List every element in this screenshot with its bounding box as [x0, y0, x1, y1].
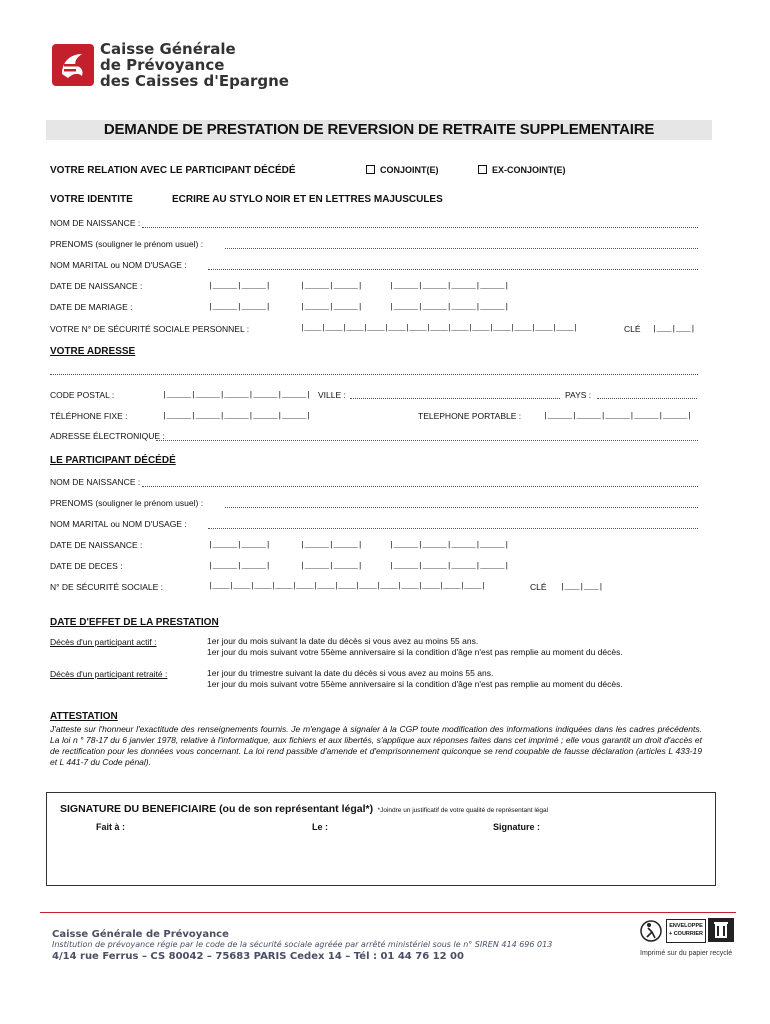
identite-instruction: ECRIRE AU STYLO NOIR ET EN LETTRES MAJUSCULES — [172, 194, 443, 205]
ville-field[interactable] — [350, 398, 560, 399]
footer-divider — [40, 912, 736, 913]
retraite-label: Décès d'un participant retraité : — [50, 669, 168, 679]
p-date-deces-month[interactable]: |_____|_____| — [300, 561, 363, 571]
prenoms-field[interactable] — [225, 248, 698, 249]
p-secu-field[interactable]: |____|____|____|____|____|____|____|____|____|____|____|____|____| — [208, 582, 486, 591]
organization-name: Caisse Générale de Prévoyance des Caisses d'Epargne — [100, 40, 289, 90]
enveloppe-courrier-badge: ENVELOPPE + COURRIER — [666, 919, 706, 943]
p-cle-field[interactable]: |___|___| — [560, 582, 604, 592]
identite-label: VOTRE IDENTITE — [50, 194, 133, 205]
date-naissance-month[interactable]: |_____|_____| — [300, 281, 363, 291]
tel-fixe-label: TÉLÉPHONE FIXE : — [50, 411, 128, 421]
tidyman-icon — [640, 918, 662, 944]
secu-label: VOTRE N° DE SÉCURITÉ SOCIALE PERSONNEL : — [50, 324, 250, 334]
code-postal-label: CODE POSTAL : — [50, 390, 115, 400]
footer-name: Caisse Générale de Prévoyance — [52, 929, 229, 940]
attestation-label: ATTESTATION — [50, 711, 118, 722]
participant-label: LE PARTICIPANT DÉCÉDÉ — [50, 455, 176, 466]
p-date-naissance-month[interactable]: |_____|_____| — [300, 540, 363, 550]
actif-label: Décès d'un participant actif : — [50, 637, 157, 647]
p-date-naissance-year[interactable]: |_____|_____|_____|_____| — [389, 540, 510, 550]
date-mariage-day[interactable]: |_____|_____| — [208, 302, 271, 312]
p-date-deces-year[interactable]: |_____|_____|_____|_____| — [389, 561, 510, 571]
ville-label: VILLE : — [318, 390, 346, 400]
date-naissance-day[interactable]: |_____|_____| — [208, 281, 271, 291]
date-naissance-year[interactable]: |_____|_____|_____|_____| — [389, 281, 510, 291]
tel-portable-field[interactable]: |_____|_____|_____|_____|_____| — [543, 411, 692, 421]
nom-marital-field[interactable] — [208, 269, 698, 270]
pays-field[interactable] — [597, 398, 697, 399]
recycled-paper-note: Imprimé sur du papier recyclé — [640, 950, 733, 957]
nom-naissance-field[interactable] — [142, 227, 698, 228]
retraite-text: 1er jour du trimestre suivant la date du décès si vous avez au moins 55 ans. 1er jour du mois suivant votre 55ème anniversaire si la condition d'âge n'est pas remplie au moment du décès. — [207, 668, 623, 689]
p-date-naissance-label: DATE DE NAISSANCE : — [50, 540, 143, 550]
cle-field[interactable]: |___|___| — [652, 324, 696, 334]
adresse-label: VOTRE ADRESSE — [50, 346, 136, 357]
le-label: Le : — [312, 822, 329, 832]
p-secu-label: N° DE SÉCURITÉ SOCIALE : — [50, 582, 163, 592]
p-nom-marital-label: NOM MARITAL ou NOM D'USAGE : — [50, 519, 187, 529]
adresse-field[interactable] — [50, 374, 698, 375]
p-prenoms-label: PRENOMS (souligner le prénom usuel) : — [50, 498, 204, 508]
date-naissance-label: DATE DE NAISSANCE : — [50, 281, 143, 291]
footer-legal: Institution de prévoyance régie par le code de la sécurité sociale agréée par arrêté ministériel sous le n° SIREN 414 696 013 — [52, 940, 553, 949]
signature-label: Signature : — [493, 822, 541, 832]
p-date-deces-day[interactable]: |_____|_____| — [208, 561, 271, 571]
code-postal-field[interactable]: |_____|_____|_____|_____|_____| — [162, 390, 311, 400]
date-mariage-month[interactable]: |_____|_____| — [300, 302, 363, 312]
effet-label: DATE D'EFFET DE LA PRESTATION — [50, 617, 219, 628]
signature-title-row: SIGNATURE DU BENEFICIAIRE (ou de son représentant légal*) *Joindre un justificatif de votre qualité de représentant légal — [60, 803, 549, 815]
nom-marital-label: NOM MARITAL ou NOM D'USAGE : — [50, 260, 187, 270]
email-label: ADRESSE ÉLECTRONIQUE : — [50, 431, 165, 441]
date-mariage-year[interactable]: |_____|_____|_____|_____| — [389, 302, 510, 312]
nom-naissance-label: NOM DE NAISSANCE : — [50, 218, 141, 228]
ex-conjoint-option[interactable]: EX-CONJOINT(E) — [478, 165, 566, 175]
date-mariage-label: DATE DE MARIAGE : — [50, 302, 133, 312]
p-nom-naissance-label: NOM DE NAISSANCE : — [50, 477, 141, 487]
p-date-deces-label: DATE DE DECES : — [50, 561, 123, 571]
relation-label: VOTRE RELATION AVEC LE PARTICIPANT DÉCÉDÉ — [50, 165, 296, 176]
fait-a-label: Fait à : — [96, 822, 126, 832]
secu-field[interactable]: |____|____|____|____|____|____|____|____|____|____|____|____|____| — [300, 324, 578, 333]
attestation-text: J'atteste sur l'honneur l'exactitude des renseignements fournis. Je m'engage à signaler à la CGP toute modification des informations indiquées dans les cadres précédents. La loi n ° 78-17 du 6 janvier 1978, relative à l'informatique, aux fichiers et aux libertés, s'applique aux réponses faites dans cet imprimé ; elle vous garantit un droit d'accès et de rectification pour les données vous concernant. La loi rend passible d'amende et d'emprisonnement quiconque se rend coupable de fausse déclaration (articles L 433-19 et L 441-7 du Code pénal). — [50, 724, 702, 767]
p-cle-label: CLÉ — [530, 582, 547, 592]
footer-address: 4/14 rue Ferrus – CS 80042 – 75683 PARIS Cedex 14 – Tél : 01 44 76 12 00 — [52, 951, 464, 962]
pays-label: PAYS : — [565, 390, 592, 400]
p-prenoms-field[interactable] — [225, 507, 698, 508]
conjoint-checkbox[interactable] — [366, 165, 375, 174]
tel-fixe-field[interactable]: |_____|_____|_____|_____|_____| — [162, 411, 311, 421]
actif-text: 1er jour du mois suivant la date du décès si vous avez au moins 55 ans. 1er jour du mois suivant votre 55ème anniversaire si la condition d'âge n'est pas remplie au moment du décès. — [207, 636, 623, 657]
form-title: DEMANDE DE PRESTATION DE REVERSION DE RETRAITE SUPPLEMENTAIRE — [46, 120, 712, 140]
email-field[interactable] — [156, 440, 698, 441]
p-date-naissance-day[interactable]: |_____|_____| — [208, 540, 271, 550]
recycling-bin-icon — [708, 918, 734, 942]
conjoint-option[interactable]: CONJOINT(E) — [366, 165, 439, 175]
p-nom-marital-field[interactable] — [208, 528, 698, 529]
ex-conjoint-checkbox[interactable] — [478, 165, 487, 174]
prenoms-label: PRENOMS (souligner le prénom usuel) : — [50, 239, 204, 249]
p-nom-naissance-field[interactable] — [142, 486, 698, 487]
cle-label: CLÉ — [624, 324, 641, 334]
tel-portable-label: TELEPHONE PORTABLE : — [418, 411, 522, 421]
squirrel-logo-icon — [52, 44, 94, 86]
